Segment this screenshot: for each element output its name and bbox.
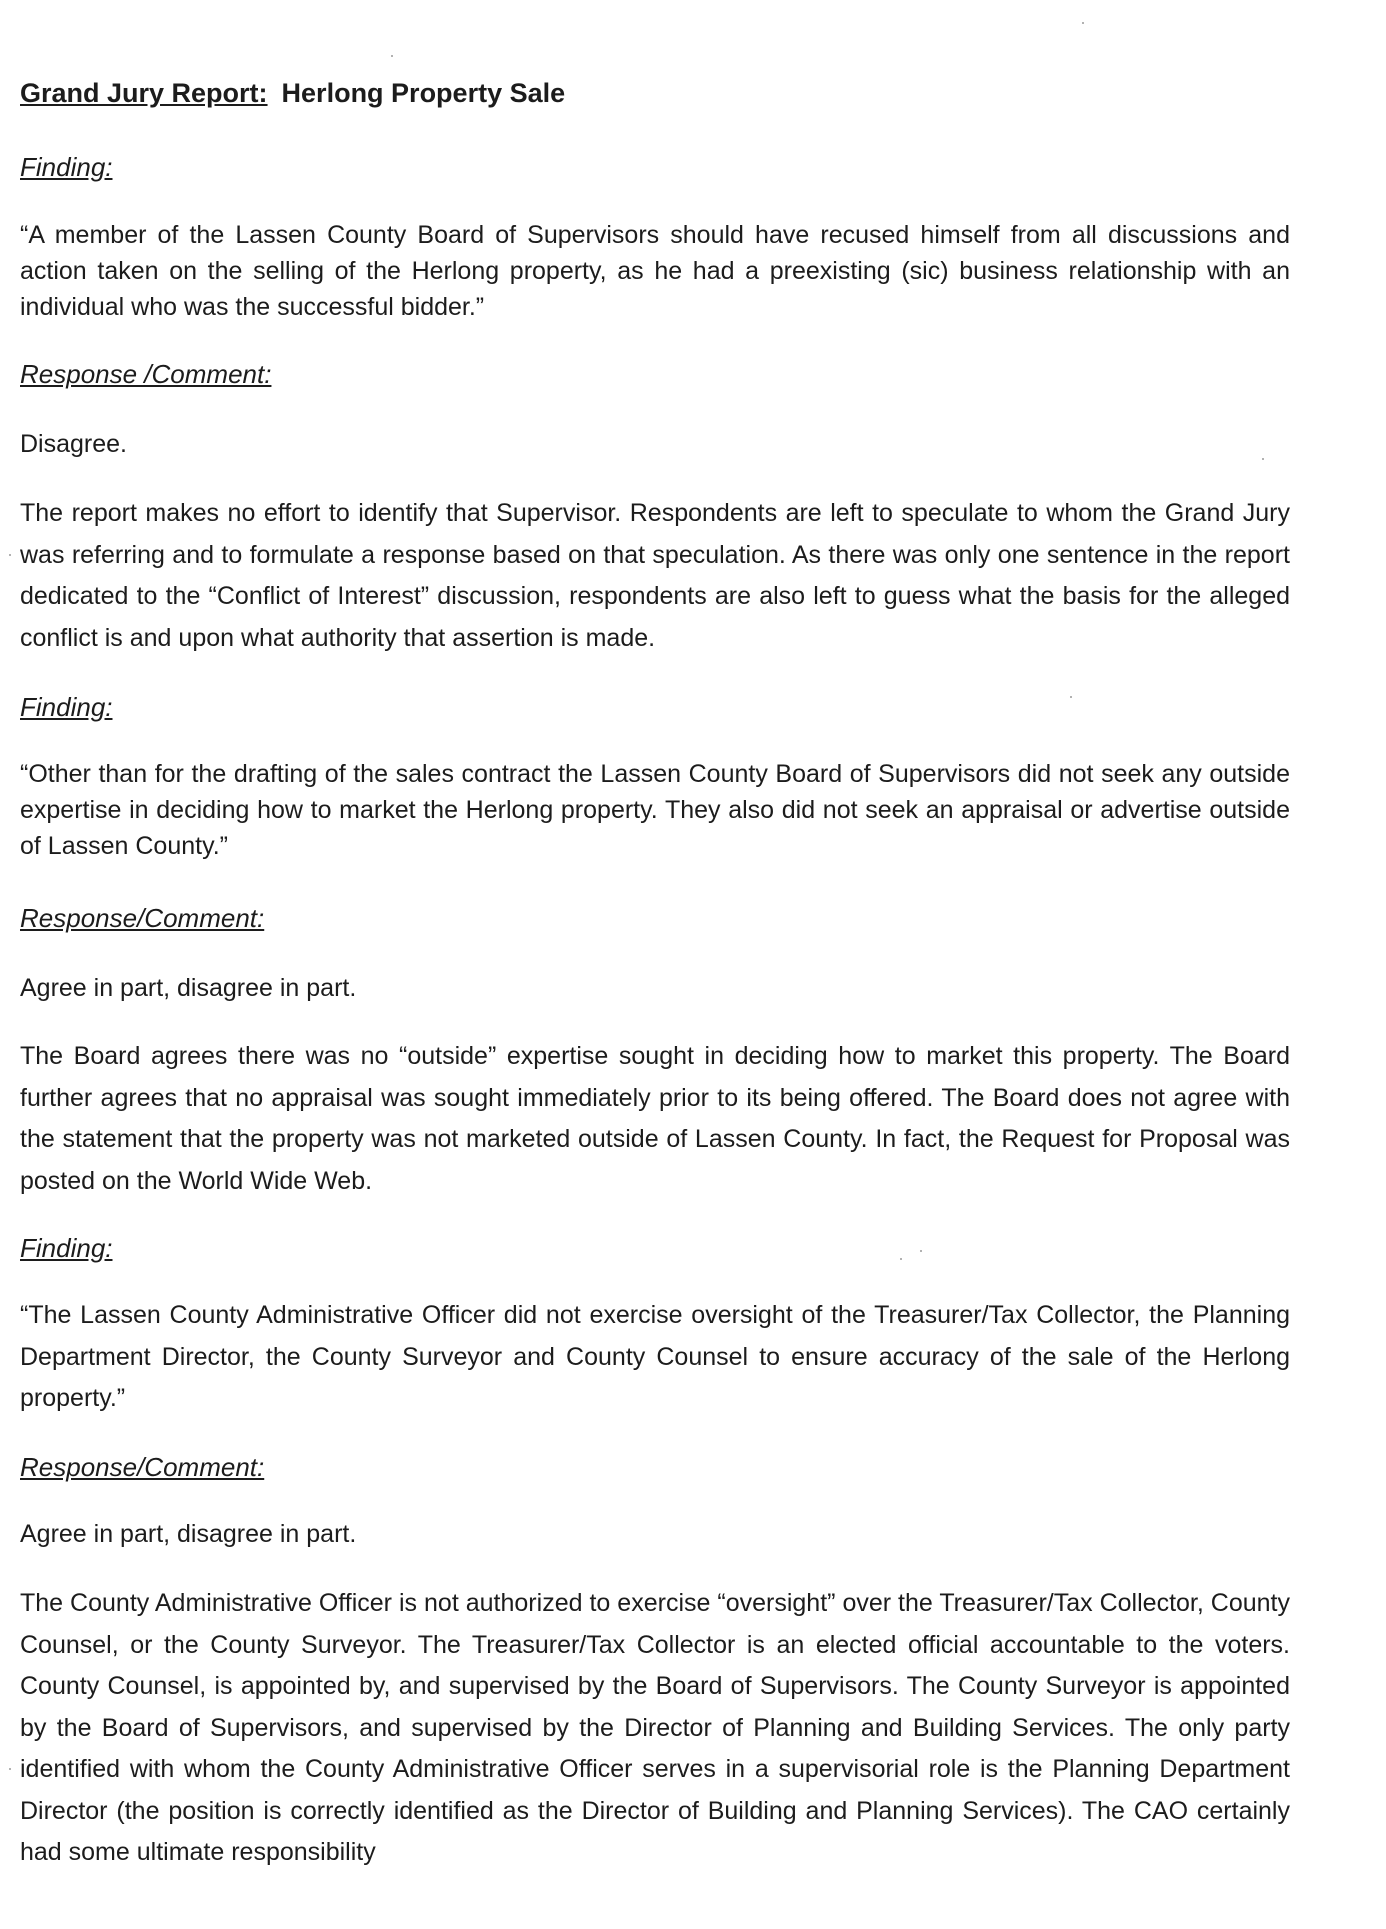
finding-text-2: “Other than for the drafting of the sales contract the Lassen County Board of Supervisors did not seek any outside expertise in deciding how to market the Herlong property. They also did not seek an appraisal or advertise outside of Lassen County.” [20, 760, 1290, 860]
report-title-subject: Herlong Property Sale [281, 78, 566, 108]
finding-heading-1: Finding: [20, 152, 113, 182]
response-heading-1: Response /Comment: [20, 359, 272, 389]
response-verdict-2: Agree in part, disagree in part. [20, 974, 357, 1002]
finding-text-1: “A member of the Lassen County Board of Supervisors should have recused himself from all discussions and action taken on the selling of the Herlong property, as he had a preexisting (sic) business relationship with an individual who was the successful bidder.” [20, 221, 1290, 321]
response-text-3: The County Administrative Officer is not authorized to exercise “oversight” over the Treasurer/Tax Collector, County Counsel, or the County Surveyor. The Treasurer/Tax Collector is an elected official accountable to the voters. County Counsel, is appointed by, and supervised by the Board of Supervisors. The County Surveyor is appointed by the Board of Supervisors, and supervised by the Director of Planning and Building Services. The only party identified with whom the County Administrative Officer serves in a supervisorial role is the Planning Department Director (the position is correctly identified as the Director of Building and Planning Services). The CAO certainly had some ultimate responsibility [20, 1589, 1290, 1866]
scan-speck [900, 1258, 902, 1260]
response-verdict-1: Disagree. [20, 430, 127, 458]
scan-speck [391, 55, 393, 57]
finding-text-3: “The Lassen County Administrative Officer did not exercise oversight of the Treasurer/Tax Collector, the Planning Department Director, the County Surveyor and County Counsel to ensure accuracy of the sale of the Herlong property.” [20, 1301, 1290, 1412]
finding-heading-2: Finding: [20, 692, 113, 722]
response-heading-2: Response/Comment: [20, 903, 265, 933]
scan-speck [920, 1250, 922, 1252]
report-title-prefix: Grand Jury Report: [20, 78, 268, 108]
response-text-1: The report makes no effort to identify that Supervisor. Respondents are left to speculate to whom the Grand Jury was referring and to formulate a response based on that speculation. As there was only one sentence in the report dedicated to the “Conflict of Interest” discussion, respondents are also left to guess what the basis for the alleged conflict is and upon what authority that assertion is made. [20, 499, 1290, 652]
scan-speck [1070, 696, 1072, 698]
report-title [20, 78, 565, 109]
finding-heading-3: Finding: [20, 1233, 113, 1263]
response-verdict-3: Agree in part, disagree in part. [20, 1520, 357, 1548]
scan-speck [1262, 458, 1264, 460]
scan-speck [9, 554, 11, 556]
scan-speck [1082, 22, 1084, 24]
response-text-2: The Board agrees there was no “outside” expertise sought in deciding how to market this property. The Board further agrees that no appraisal was sought immediately prior to its being offered. The Board does not agree with the statement that the property was not marketed outside of Lassen County. In fact, the Request for Proposal was posted on the World Wide Web. [20, 1042, 1290, 1195]
scan-speck [9, 1768, 11, 1770]
response-heading-3: Response/Comment: [20, 1452, 265, 1482]
